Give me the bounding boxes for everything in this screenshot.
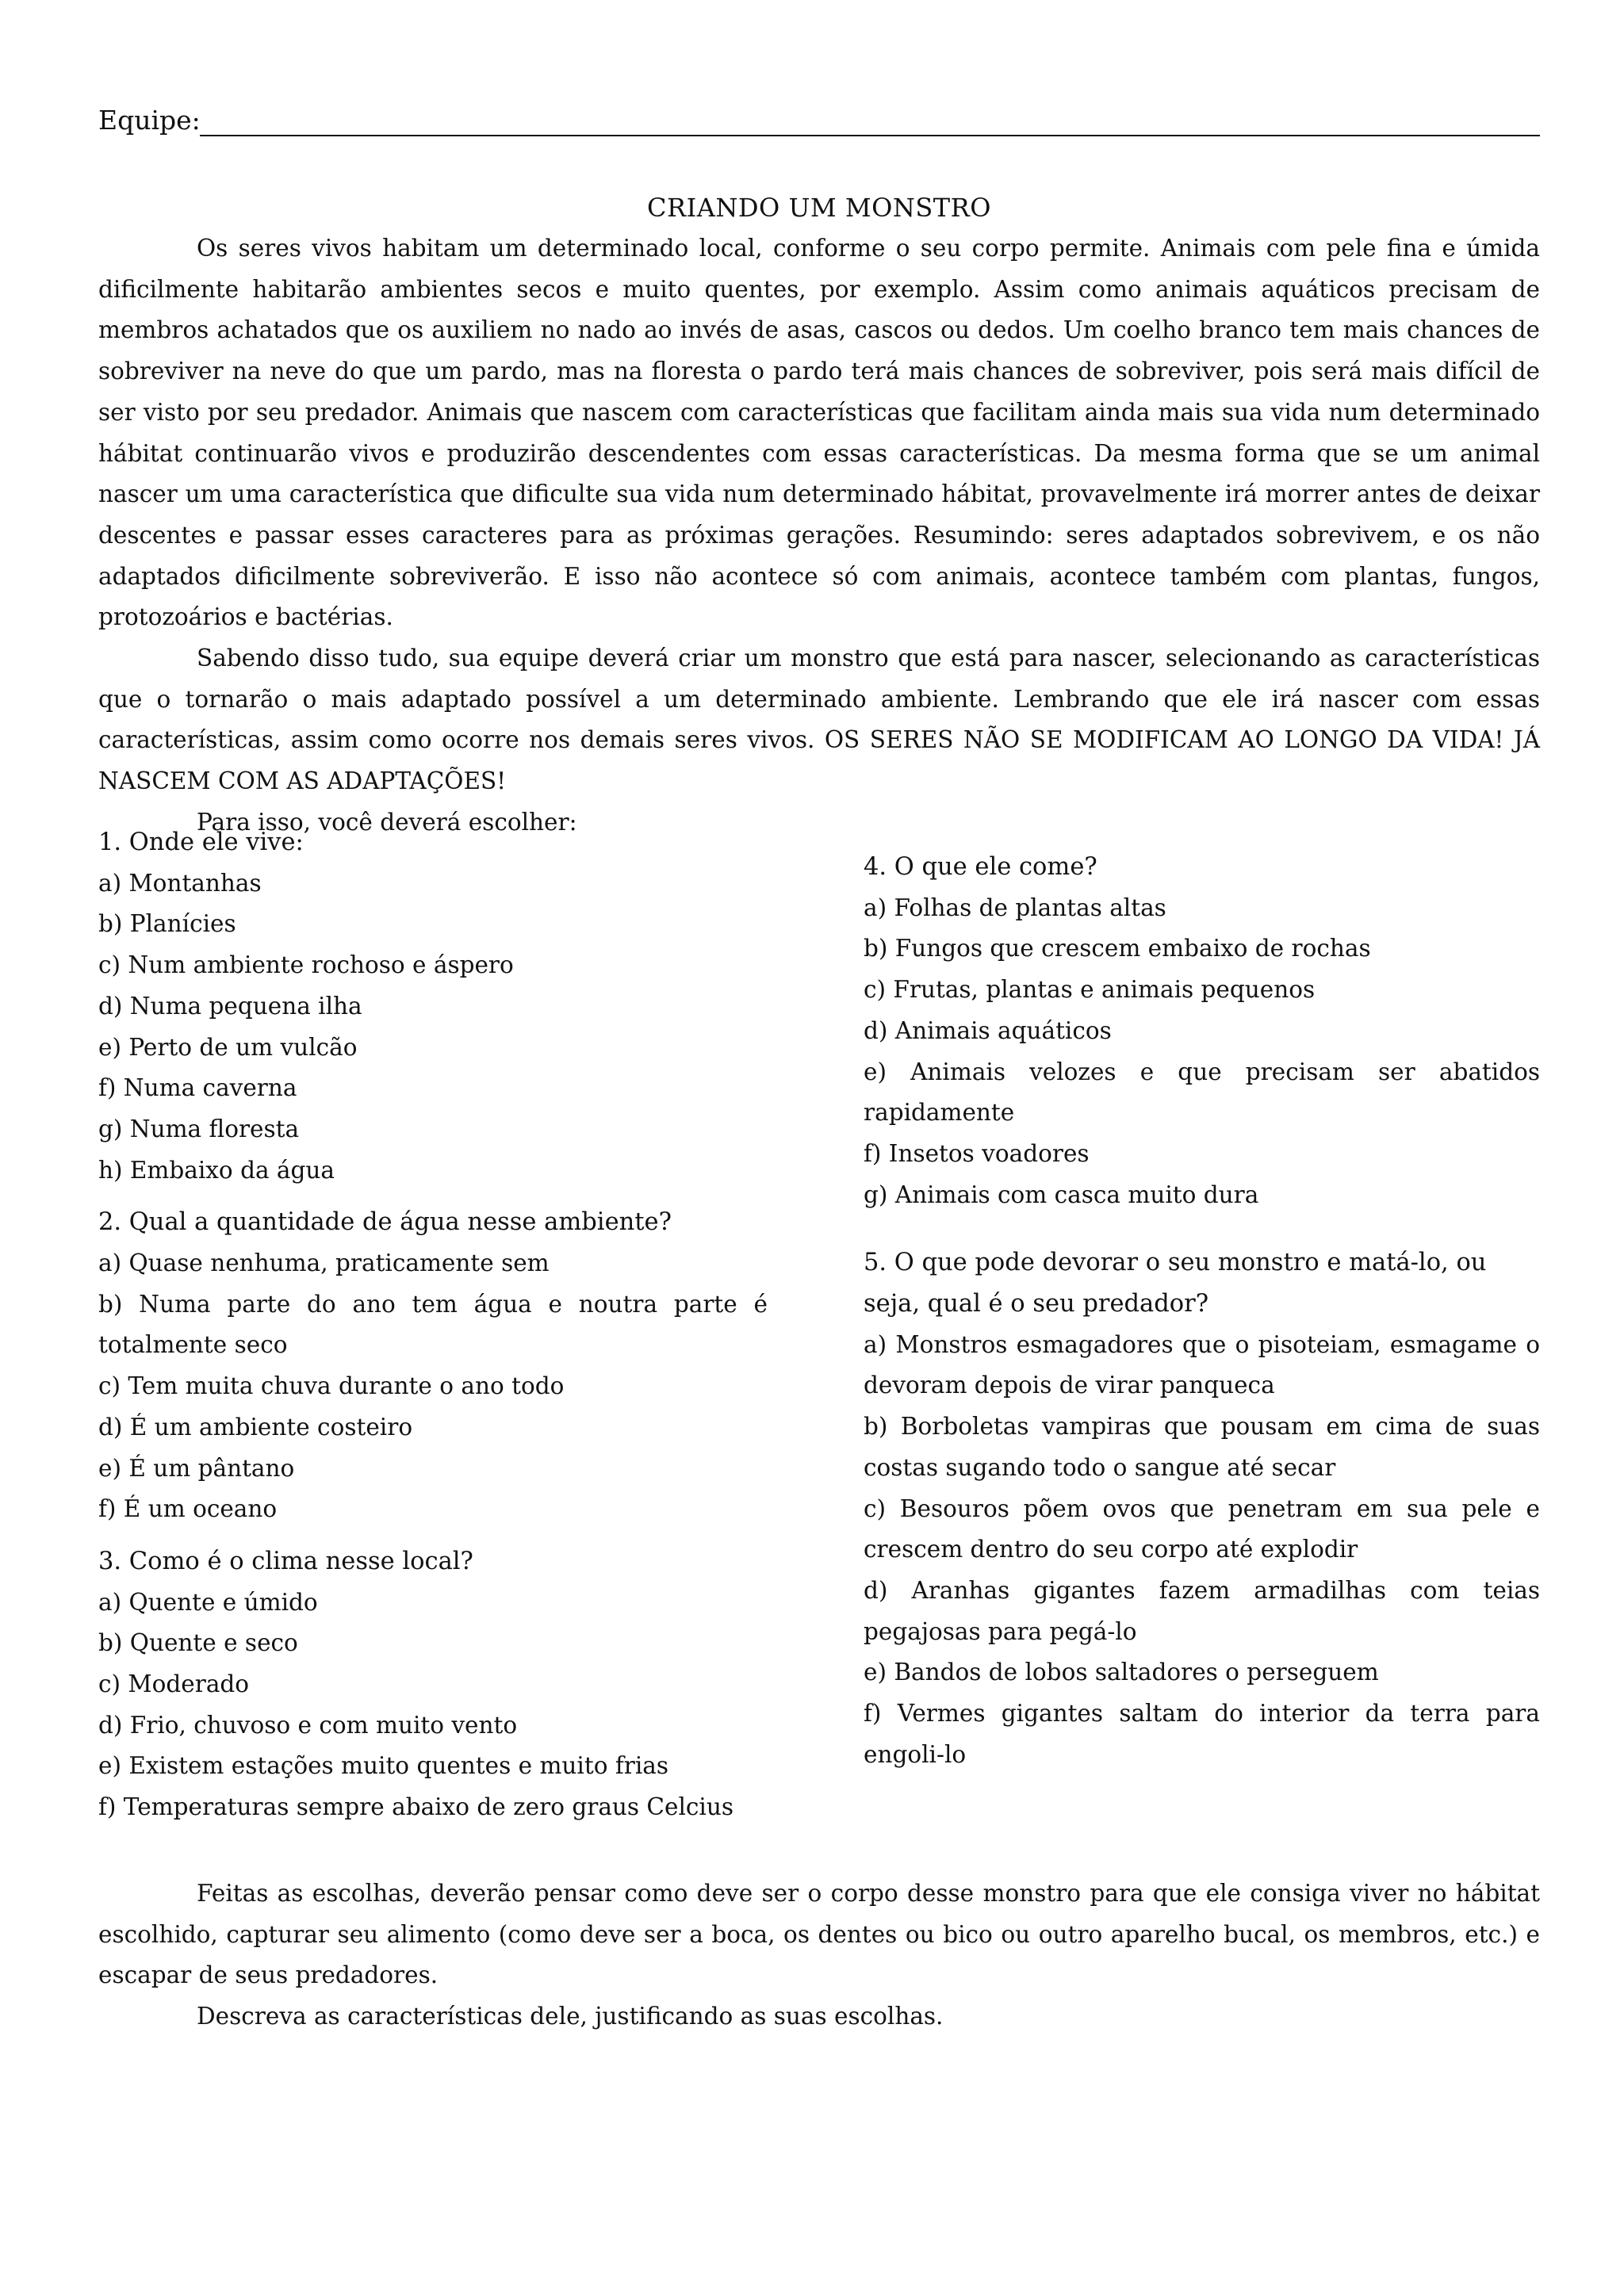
option-item: a) Montanhas xyxy=(98,869,262,897)
option-item: b) Numa parte do ano tem água e noutra parte é totalmente seco xyxy=(98,1290,768,1359)
options-list xyxy=(864,1325,1540,1776)
outro-paragraph-1: Feitas as escolhas, deverão pensar como deve ser o corpo desse monstro para que ele consiga viver no hábitat escolhido, capturar seu alimento (como deve ser a boca, os dentes ou bico ou outro aparelho bucal, os membros, etc.) e escapar de seus predadores. xyxy=(98,1880,1540,1989)
question-5 xyxy=(864,1242,1540,1775)
outro-section xyxy=(98,1873,1540,2038)
option-item: d) É um ambiente costeiro xyxy=(98,1413,413,1441)
option-item: d) Frio, chuvoso e com muito vento xyxy=(98,1711,518,1739)
intro-paragraph-1: Os seres vivos habitam um determinado local, conforme o seu corpo permite. Animais com pele fina e úmida dificilmente habitarão ambientes secos e muito quentes, por exemplo. Assim como animais aquáticos precisam de membros achatados que os auxiliem no nado ao invés de asas, cascos ou dedos. Um coelho branco tem mais chances de sobreviver na neve do que um pardo, mas na floresta o pardo terá mais chances de sobreviver, pois será mais difícil de ser visto por seu predador. Animais que nascem com características que facilitam ainda mais sua vida num determinado hábitat continuarão vivos e produzirão descendentes com essas características. Da mesma forma que se um animal nascer um uma característica que dificulte sua vida num determinado hábitat, provavelmente irá morrer antes de deixar descentes e passar esses caracteres para as próximas gerações. Resumindo: seres adaptados sobrevivem, e os não adaptados dificilmente sobreviverão. E isso não acontece só com animais, acontece também com plantas, fungos, protozoários e bactérias. xyxy=(98,235,1540,631)
question-title: 1. Onde ele vive: xyxy=(98,828,304,856)
options-list xyxy=(98,1582,768,1828)
option-item: g) Numa floresta xyxy=(98,1115,300,1142)
team-name-blank-line[interactable] xyxy=(200,135,1540,136)
option-item: e) Perto de um vulcão xyxy=(98,1033,358,1061)
option-item: b) Fungos que crescem embaixo de rochas xyxy=(864,935,1371,962)
options-list xyxy=(98,1243,768,1530)
option-item: d) Animais aquáticos xyxy=(864,1016,1112,1044)
intro-paragraph-2: Sabendo disso tudo, sua equipe deverá criar um monstro que está para nascer, selecionando as características que o tornarão o mais adaptado possível a um determinado ambiente. Lembrando que ele irá nascer com essas características, assim como ocorre nos demais seres vivos. OS SERES NÃO SE MODIFICAM AO LONGO DA VIDA! JÁ NASCEM COM AS ADAPTAÇÕES! xyxy=(98,645,1540,795)
option-item: e) Bandos de lobos saltadores o perseguem xyxy=(864,1659,1379,1686)
option-item: b) Quente e seco xyxy=(98,1629,298,1657)
option-item: a) Monstros esmagadores que o pisoteiam, esmagame o devoram depois de virar panqueca xyxy=(864,1330,1540,1399)
options-list xyxy=(98,863,768,1192)
question-1 xyxy=(98,822,768,1191)
option-item: f) É um oceano xyxy=(98,1495,278,1523)
intro-section xyxy=(98,228,1540,844)
option-item: d) Aranhas gigantes fazem armadilhas com teias pegajosas para pegá-lo xyxy=(864,1576,1540,1645)
option-item: e) Existem estações muito quentes e muito frias xyxy=(98,1752,669,1780)
question-4 xyxy=(864,847,1540,1215)
page-title: CRIANDO UM MONSTRO xyxy=(647,193,991,223)
option-item: g) Animais com casca muito dura xyxy=(864,1181,1259,1208)
option-item: f) Temperaturas sempre abaixo de zero graus Celcius xyxy=(98,1793,733,1821)
outro-paragraph-2: Descreva as características dele, justificando as suas escolhas. xyxy=(197,2003,944,2030)
option-item: a) Folhas de plantas altas xyxy=(864,894,1166,921)
option-item: a) Quente e úmido xyxy=(98,1588,318,1616)
option-item: b) Planícies xyxy=(98,910,236,938)
question-2 xyxy=(98,1202,768,1530)
option-item: f) Vermes gigantes saltam do interior da terra para engoli-lo xyxy=(864,1700,1540,1768)
team-label: Equipe: xyxy=(98,105,201,136)
option-item: b) Borboletas vampiras que pousam em cima de suas costas sugando todo o sangue até secar xyxy=(864,1413,1540,1481)
option-item: a) Quase nenhuma, praticamente sem xyxy=(98,1249,550,1277)
option-item: f) Insetos voadores xyxy=(864,1139,1090,1167)
option-item: c) Tem muita chuva durante o ano todo xyxy=(98,1372,565,1400)
question-title: 3. Como é o clima nesse local? xyxy=(98,1547,473,1575)
option-item: c) Num ambiente rochoso e áspero xyxy=(98,951,514,979)
team-name-field[interactable] xyxy=(98,101,1540,141)
option-item: c) Frutas, plantas e animais pequenos xyxy=(864,976,1316,1004)
option-item: e) Animais velozes e que precisam ser abatidos rapidamente xyxy=(864,1058,1540,1127)
question-title: 4. O que ele come? xyxy=(864,853,1097,881)
question-title: 2. Qual a quantidade de água nesse ambiente? xyxy=(98,1208,672,1237)
intro-paragraph-3: Para isso, você deverá escolher: xyxy=(197,808,577,836)
question-3 xyxy=(98,1541,768,1828)
option-item: f) Numa caverna xyxy=(98,1074,297,1102)
options-list xyxy=(864,888,1540,1216)
questions-right-column xyxy=(864,847,1540,1775)
option-item: c) Moderado xyxy=(98,1670,250,1698)
option-item: h) Embaixo da água xyxy=(98,1156,335,1184)
questions-left-column xyxy=(98,822,768,1828)
option-item: e) É um pântano xyxy=(98,1454,295,1482)
option-item: d) Numa pequena ilha xyxy=(98,992,362,1020)
option-item: c) Besouros põem ovos que penetram em sua pele e crescem dentro do seu corpo até explodir xyxy=(864,1494,1540,1563)
question-title: 5. O que pode devorar o seu monstro e matá-lo, ou seja, qual é o seu predador? xyxy=(864,1249,1487,1318)
